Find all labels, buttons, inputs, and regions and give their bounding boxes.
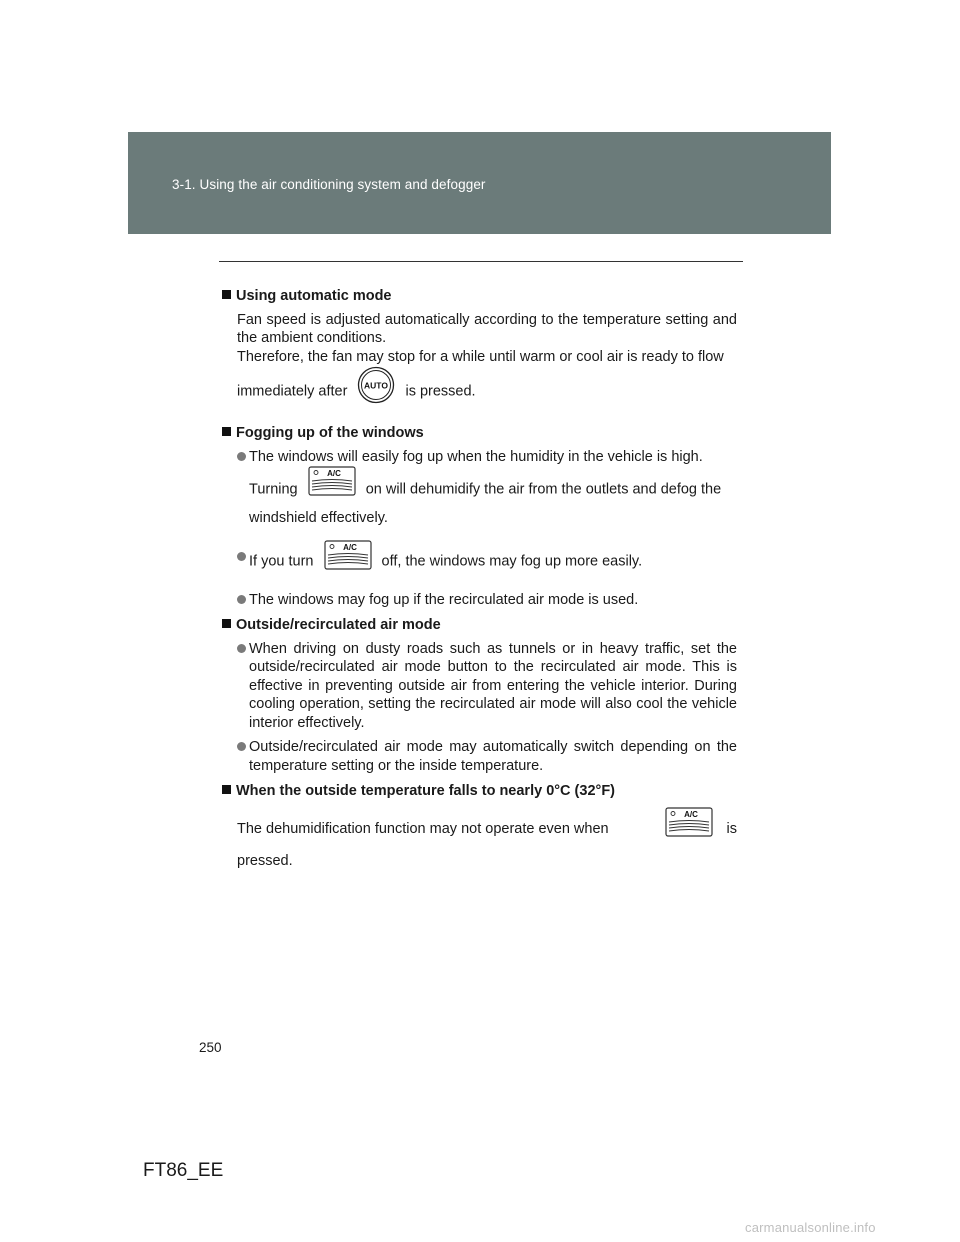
square-bullet-icon [222, 785, 231, 794]
svg-text:A/C: A/C [342, 542, 357, 552]
list-item: The windows may fog up if the recirculated air mode is used. [237, 591, 737, 610]
section-body [237, 311, 737, 418]
footer-code: FT86_EE [143, 1160, 224, 1181]
list-item: The windows will easily fog up when the humidity in the vehicle is high. Turning A/C on will dehumidify the air from the outlets and defog the windshield effectively. [237, 448, 737, 528]
list-item: Outside/recirculated air mode may automatically switch depending on the temperature setting or the inside temperature. [237, 738, 737, 775]
svg-text:A/C: A/C [683, 809, 698, 819]
ac-button-icon [324, 540, 372, 583]
icon-line: Turning A/C on will dehumidify the air from the outlets and defog the [249, 466, 737, 513]
header-band [128, 132, 831, 234]
ac-button-icon [665, 807, 713, 852]
section-body [237, 640, 737, 776]
auto-button-icon [357, 366, 395, 417]
page-content [222, 280, 737, 870]
round-bullet-icon [237, 595, 246, 604]
section-heading: Outside/recirculated air mode [222, 616, 737, 635]
svg-text:A/C: A/C [326, 469, 341, 478]
svg-text:AUTO: AUTO [364, 380, 389, 391]
square-bullet-icon [222, 427, 231, 436]
section-body [237, 448, 737, 610]
icon-line: The dehumidification function may not operate even when A/C is [237, 807, 737, 852]
square-bullet-icon [222, 290, 231, 299]
section-body: The dehumidification function may not operate even when A/C is pressed. [237, 807, 737, 871]
icon-line: If you turn A/C off, the windows may fog up more easily. [249, 540, 737, 583]
watermark: carmanualsonline.info [745, 1220, 876, 1235]
list-item [237, 540, 737, 583]
square-bullet-icon [222, 619, 231, 628]
list-item: When driving on dusty roads such as tunnels or in heavy traffic, set the outside/recirculated air mode button to the recirculated air mode. This is effective in preventing outside air from entering the vehicle interior. During cooling operation, setting the recirculated air mode will also cool the vehicle interior effectively. [237, 640, 737, 733]
section-heading: When the outside temperature falls to nearly 0°C (32°F) [222, 782, 737, 801]
section-heading: Fogging up of the windows [222, 424, 737, 443]
round-bullet-icon [237, 452, 246, 461]
paragraph-line: Fan speed is adjusted automatically according to the temperature setting and the ambient conditions. [237, 311, 737, 346]
ac-button-icon [308, 466, 356, 513]
top-rule [219, 261, 743, 262]
section-heading: Using automatic mode [222, 287, 737, 306]
page-number: 250 [199, 1040, 222, 1055]
paragraph-line: Therefore, the fan may stop for a while until warm or cool air is ready to flow [237, 348, 724, 365]
round-bullet-icon [237, 644, 246, 653]
icon-line: immediately after AUTO is pressed. [237, 366, 737, 417]
section-title: 3-1. Using the air conditioning system and defogger [172, 177, 486, 192]
round-bullet-icon [237, 742, 246, 751]
round-bullet-icon [237, 552, 246, 561]
